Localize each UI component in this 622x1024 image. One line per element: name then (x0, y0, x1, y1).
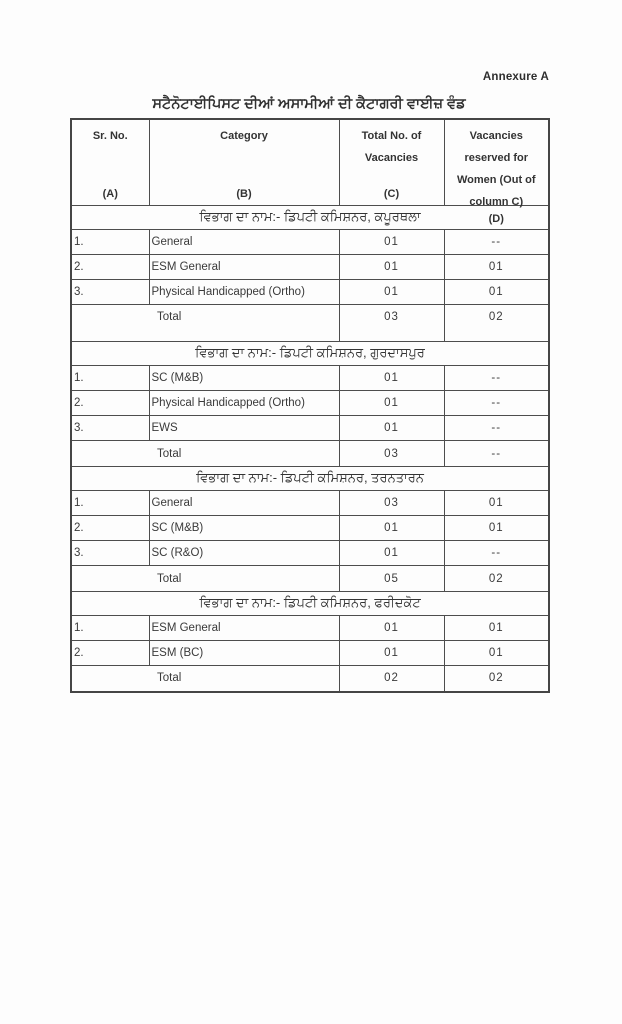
total-vacancies-value: 03 (339, 441, 444, 467)
total-vacancies-value: 05 (339, 566, 444, 592)
row-category: Physical Handicapped (Ortho) (149, 280, 339, 305)
row-total-vacancies: 01 (339, 366, 444, 391)
row-sr-no: 3. (71, 416, 149, 441)
row-total-vacancies: 01 (339, 230, 444, 255)
row-sr-no: 3. (71, 541, 149, 566)
table-row (71, 391, 549, 416)
row-total-vacancies: 01 (339, 280, 444, 305)
total-row (71, 305, 549, 342)
department-name: ਵਿਭਾਗ ਦਾ ਨਾਮ:- ਡਿਪਟੀ ਕਮਿਸ਼ਨਰ, ਕਪੂਰਥਲਾ (71, 206, 549, 230)
row-sr-no: 1. (71, 230, 149, 255)
row-total-vacancies: 01 (339, 541, 444, 566)
column-letter: (B) (236, 188, 252, 200)
column-label: Total No. of Vacancies (361, 130, 422, 164)
row-category: Physical Handicapped (Ortho) (149, 391, 339, 416)
total-label: Total (71, 305, 339, 342)
row-total-vacancies: 01 (339, 516, 444, 541)
row-total-vacancies: 01 (339, 641, 444, 666)
row-reserved-women: -- (444, 541, 549, 566)
row-total-vacancies: 01 (339, 255, 444, 280)
row-sr-no: 2. (71, 641, 149, 666)
row-reserved-women: -- (444, 416, 549, 441)
column-letter: (D) (488, 213, 504, 225)
total-vacancies-value: 02 (339, 666, 444, 692)
row-category: SC (M&B) (149, 516, 339, 541)
total-reserved-women-value: 02 (444, 566, 549, 592)
total-row (71, 441, 549, 467)
total-reserved-women-value: -- (444, 441, 549, 467)
row-sr-no: 1. (71, 366, 149, 391)
vacancy-table-body (71, 206, 549, 692)
column-label: Sr. No. (92, 130, 128, 142)
row-reserved-women: 01 (444, 516, 549, 541)
total-row (71, 566, 549, 592)
column-header-category (149, 119, 339, 206)
page-title: ਸਟੈਨੋਟਾਈਪਿਸਟ ਦੀਆਂ ਅਸਾਮੀਆਂ ਦੀ ਕੈਟਾਗਰੀ ਵਾਈਜ਼ ਵੰਡ (152, 96, 466, 112)
total-label: Total (71, 666, 339, 692)
row-sr-no: 2. (71, 391, 149, 416)
table-row (71, 491, 549, 516)
row-total-vacancies: 01 (339, 416, 444, 441)
column-header-total-vacancies (339, 119, 444, 206)
department-name: ਵਿਭਾਗ ਦਾ ਨਾਮ:- ਡਿਪਟੀ ਕਮਿਸ਼ਨਰ, ਫਰੀਦਕੋਟ (71, 592, 549, 616)
row-category: General (149, 230, 339, 255)
row-category: ESM General (149, 616, 339, 641)
row-sr-no: 1. (71, 616, 149, 641)
total-reserved-women-value: 02 (444, 305, 549, 342)
department-name: ਵਿਭਾਗ ਦਾ ਨਾਮ:- ਡਿਪਟੀ ਕਮਿਸ਼ਨਰ, ਗੁਰਦਾਸਪੁਰ (71, 342, 549, 366)
row-category: SC (M&B) (149, 366, 339, 391)
row-sr-no: 2. (71, 255, 149, 280)
row-category: EWS (149, 416, 339, 441)
table-row (71, 616, 549, 641)
table-header-row (71, 119, 549, 206)
section-header-row (71, 592, 549, 616)
column-label: Category (220, 130, 268, 142)
row-sr-no: 1. (71, 491, 149, 516)
annexure-label: Annexure A (482, 71, 549, 83)
total-vacancies-value: 03 (339, 305, 444, 342)
table-row (71, 255, 549, 280)
table-row (71, 366, 549, 391)
row-sr-no: 3. (71, 280, 149, 305)
total-row (71, 666, 549, 692)
row-reserved-women: 01 (444, 280, 549, 305)
table-row (71, 230, 549, 255)
column-letter: (A) (102, 188, 118, 200)
column-header-sr-no (71, 119, 149, 206)
row-reserved-women: -- (444, 230, 549, 255)
table-row (71, 280, 549, 305)
row-category: General (149, 491, 339, 516)
table-row (71, 541, 549, 566)
table-row (71, 416, 549, 441)
row-total-vacancies: 03 (339, 491, 444, 516)
row-reserved-women: 01 (444, 491, 549, 516)
column-letter: (C) (383, 188, 400, 200)
column-label: Vacancies reserved for Women (Out of column C) (456, 130, 536, 208)
row-category: ESM (BC) (149, 641, 339, 666)
department-name: ਵਿਭਾਗ ਦਾ ਨਾਮ:- ਡਿਪਟੀ ਕਮਿਸ਼ਨਰ, ਤਰਨਤਾਰਨ (71, 467, 549, 491)
table-row (71, 641, 549, 666)
total-label: Total (71, 566, 339, 592)
total-label: Total (71, 441, 339, 467)
column-header-reserved-women (444, 119, 549, 225)
section-header-row (71, 467, 549, 491)
row-reserved-women: -- (444, 366, 549, 391)
row-total-vacancies: 01 (339, 391, 444, 416)
vacancy-table (70, 118, 550, 693)
row-reserved-women: -- (444, 391, 549, 416)
row-reserved-women: 01 (444, 641, 549, 666)
row-reserved-women: 01 (444, 616, 549, 641)
row-category: ESM General (149, 255, 339, 280)
row-category: SC (R&O) (149, 541, 339, 566)
total-reserved-women-value: 02 (444, 666, 549, 692)
table-row (71, 516, 549, 541)
row-sr-no: 2. (71, 516, 149, 541)
row-reserved-women: 01 (444, 255, 549, 280)
row-total-vacancies: 01 (339, 616, 444, 641)
section-header-row (71, 342, 549, 366)
